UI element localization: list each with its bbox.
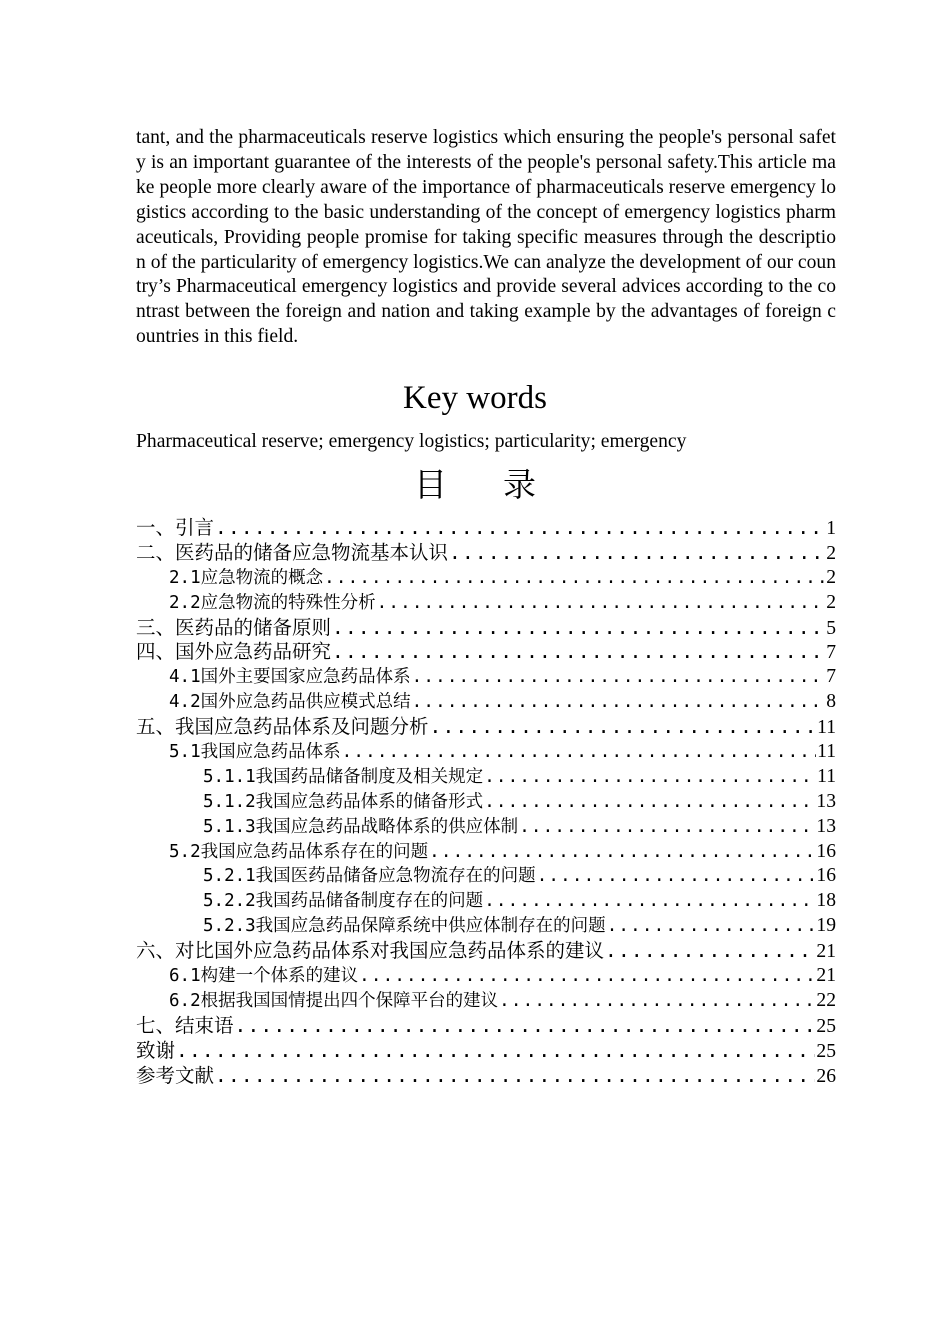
toc-entry-title: 5.2.2我国药品储备制度存在的问题 xyxy=(203,891,484,912)
toc-entry-page: 13 xyxy=(816,790,836,812)
toc-entry-title: 六、对比国外应急药品体系对我国应急药品体系的建议 xyxy=(136,939,605,963)
toc-entry-page: 26 xyxy=(816,1065,836,1087)
toc-leader-dots xyxy=(176,1039,815,1064)
toc-leader-dots xyxy=(377,591,826,616)
toc-entry[interactable] xyxy=(136,516,836,541)
toc-entry[interactable] xyxy=(136,914,836,939)
toc-entry[interactable] xyxy=(136,740,836,765)
toc-leader-dots xyxy=(499,989,815,1014)
toc-entry-title: 6.1构建一个体系的建议 xyxy=(169,966,359,987)
toc-entry-page: 11 xyxy=(817,765,836,787)
toc-entry[interactable] xyxy=(136,591,836,616)
toc-entry[interactable] xyxy=(136,1014,836,1039)
toc-entry[interactable] xyxy=(136,964,836,989)
toc-heading-char-2: 录 xyxy=(503,465,536,504)
toc-entry-title: 6.2根据我国国情提出四个保障平台的建议 xyxy=(169,990,499,1011)
toc-entry-title: 致谢 xyxy=(136,1038,176,1062)
toc-leader-dots xyxy=(519,815,815,840)
toc-entry-page: 16 xyxy=(816,865,836,887)
table-of-contents xyxy=(136,516,836,1088)
toc-heading-char-1: 目 xyxy=(414,465,447,504)
toc-entry[interactable] xyxy=(136,1064,836,1089)
toc-entry[interactable] xyxy=(136,815,836,840)
toc-leader-dots xyxy=(484,765,816,790)
abstract-paragraph: tant, and the pharmaceuticals reserve logistics which ensuring the people's personal safety is an important guarantee of the interests of the people's personal safety.This article make people more clearly aware of the importance of pharmaceuticals reserve emergency logistics according to the basic understanding of the concept of emergency logistics pharmaceuticals, Providing people promise for taking specific measures through the description of the particularity of emergency logistics.We can analyze the development of our country’s Pharmaceutical emergency logistics and provide several advices according to the contrast between the foreign and nation and taking example by the advantages of foreign countries in this field. xyxy=(136,127,836,348)
toc-entry-title: 5.1我国应急药品体系 xyxy=(169,742,341,763)
toc-entry-title: 5.1.2我国应急药品体系的储备形式 xyxy=(203,791,484,812)
toc-entry-page: 11 xyxy=(817,717,836,739)
toc-leader-dots xyxy=(429,840,815,865)
toc-leader-dots xyxy=(342,740,817,765)
toc-entry-title: 4.2国外应急药品供应模式总结 xyxy=(169,692,411,713)
toc-entry-page: 25 xyxy=(816,1015,836,1037)
toc-entry-page: 7 xyxy=(826,666,836,688)
toc-entry-title: 二、医药品的储备应急物流基本认识 xyxy=(136,540,449,564)
toc-entry[interactable] xyxy=(136,765,836,790)
toc-heading xyxy=(0,462,950,508)
toc-entry[interactable] xyxy=(136,640,836,665)
toc-entry-title: 4.1国外主要国家应急药品体系 xyxy=(169,667,411,688)
toc-leader-dots xyxy=(235,1014,816,1039)
toc-entry[interactable] xyxy=(136,889,836,914)
toc-entry-title: 5.2.3我国应急药品保障系统中供应体制存在的问题 xyxy=(203,916,606,937)
toc-entry-page: 2 xyxy=(826,566,836,588)
toc-entry[interactable] xyxy=(136,566,836,591)
toc-entry[interactable] xyxy=(136,541,836,566)
toc-leader-dots xyxy=(332,640,825,665)
toc-leader-dots xyxy=(537,864,816,889)
toc-entry-page: 2 xyxy=(826,542,836,564)
toc-entry-page: 16 xyxy=(816,840,836,862)
toc-leader-dots xyxy=(215,516,825,541)
toc-leader-dots xyxy=(430,715,817,740)
toc-entry-title: 七、结束语 xyxy=(136,1013,234,1037)
toc-entry-title: 5.1.1我国药品储备制度及相关规定 xyxy=(203,766,484,787)
toc-entry-page: 1 xyxy=(826,518,836,539)
toc-leader-dots xyxy=(605,939,815,964)
keywords-text: Pharmaceutical reserve; emergency logistics; particularity; emergency xyxy=(136,431,687,452)
toc-entry-title: 2.2应急物流的特殊性分析 xyxy=(169,592,376,613)
toc-entry-title: 五、我国应急药品体系及问题分析 xyxy=(136,715,429,739)
toc-entry[interactable] xyxy=(136,690,836,715)
toc-entry-page: 21 xyxy=(816,941,836,963)
toc-entry-title: 5.2我国应急药品体系存在的问题 xyxy=(169,841,429,862)
toc-entry[interactable] xyxy=(136,616,836,641)
toc-entry-page: 8 xyxy=(826,691,836,713)
toc-leader-dots xyxy=(449,541,825,566)
toc-entry-page: 19 xyxy=(816,915,836,937)
toc-entry-title: 三、医药品的储备原则 xyxy=(136,615,332,639)
toc-leader-dots xyxy=(412,690,826,715)
toc-leader-dots xyxy=(215,1064,815,1089)
toc-leader-dots xyxy=(484,889,815,914)
toc-entry-page: 13 xyxy=(816,815,836,837)
toc-leader-dots xyxy=(412,665,826,690)
toc-entry[interactable] xyxy=(136,864,836,889)
toc-entry-page: 11 xyxy=(817,741,836,763)
toc-entry-page: 7 xyxy=(826,642,836,664)
toc-entry-title: 5.1.3我国应急药品战略体系的供应体制 xyxy=(203,816,519,837)
toc-entry-page: 25 xyxy=(816,1040,836,1062)
keywords-heading: Key words xyxy=(403,380,547,416)
toc-entry-page: 18 xyxy=(816,890,836,912)
toc-entry[interactable] xyxy=(136,1039,836,1064)
toc-entry-page: 22 xyxy=(816,989,836,1011)
toc-entry[interactable] xyxy=(136,790,836,815)
toc-leader-dots xyxy=(484,790,815,815)
toc-entry-title: 四、国外应急药品研究 xyxy=(136,640,332,664)
toc-entry[interactable] xyxy=(136,665,836,690)
toc-leader-dots xyxy=(332,616,825,641)
toc-entry[interactable] xyxy=(136,715,836,740)
toc-entry-page: 2 xyxy=(826,591,836,613)
toc-entry-title: 2.1应急物流的概念 xyxy=(169,567,324,588)
toc-entry-title: 5.2.1我国医药品储备应急物流存在的问题 xyxy=(203,866,536,887)
toc-entry[interactable] xyxy=(136,840,836,865)
toc-entry-page: 21 xyxy=(816,965,836,987)
toc-leader-dots xyxy=(607,914,816,939)
toc-entry[interactable] xyxy=(136,989,836,1014)
toc-entry[interactable] xyxy=(136,939,836,964)
toc-entry-title: 参考文献 xyxy=(136,1063,215,1087)
toc-entry-page: 5 xyxy=(826,617,836,639)
toc-entry-title: 一、引言 xyxy=(136,516,215,539)
toc-leader-dots xyxy=(324,566,825,591)
toc-leader-dots xyxy=(359,964,815,989)
